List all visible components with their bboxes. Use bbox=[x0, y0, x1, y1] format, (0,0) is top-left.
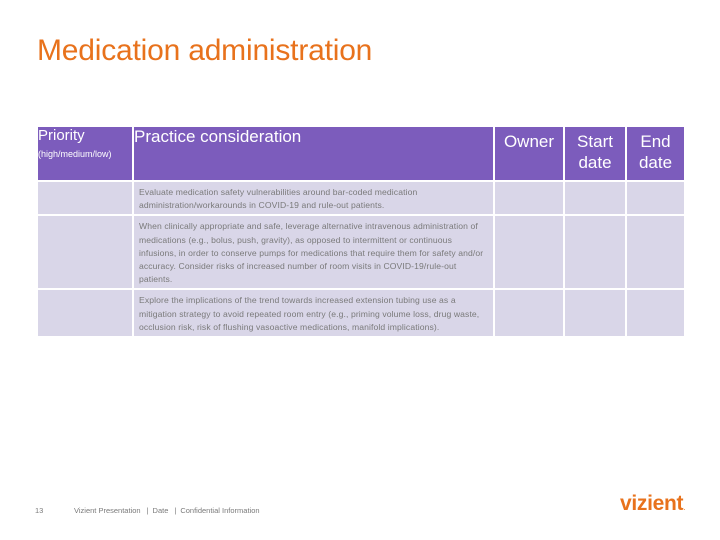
header-start-date: Start date bbox=[564, 126, 626, 181]
header-priority-label: Priority bbox=[38, 127, 85, 144]
page-number: 13 bbox=[35, 506, 44, 515]
cell-owner bbox=[494, 215, 564, 289]
logo-wordmark: vizient bbox=[620, 492, 684, 515]
cell-priority bbox=[37, 215, 133, 289]
footer-presentation: Vizient Presentation bbox=[74, 506, 141, 515]
header-practice: Practice consideration bbox=[133, 126, 494, 181]
cell-end-date bbox=[626, 289, 685, 337]
footer-separator: | bbox=[174, 506, 177, 515]
practice-table bbox=[36, 125, 686, 338]
footer-info bbox=[74, 506, 264, 515]
cell-practice: Explore the implications of the trend towards increased extension tubing use as a mitigation strategy to avoid repeated room entry (e.g., priming volume loss, drug waste, occlusion risk, risk of flushing vasoactive medications, manifold implications). bbox=[133, 289, 494, 337]
footer-date: Date bbox=[152, 506, 169, 515]
footer-confidential: Confidential Information bbox=[180, 506, 260, 515]
cell-priority bbox=[37, 181, 133, 215]
table-header-row bbox=[37, 126, 685, 181]
page-title: Medication administration bbox=[37, 34, 373, 67]
cell-priority bbox=[37, 289, 133, 337]
cell-end-date bbox=[626, 181, 685, 215]
table-row bbox=[37, 181, 685, 215]
cell-owner bbox=[494, 181, 564, 215]
cell-owner bbox=[494, 289, 564, 337]
cell-end-date bbox=[626, 215, 685, 289]
footer-separator: | bbox=[146, 506, 149, 515]
header-priority-sub: (high/medium/low) bbox=[38, 149, 112, 159]
vizient-logo bbox=[620, 492, 685, 516]
header-priority bbox=[37, 126, 133, 181]
cell-start-date bbox=[564, 215, 626, 289]
cell-practice: Evaluate medication safety vulnerabilities around bar-coded medication administration/workarounds in COVID-19 and rule-out patients. bbox=[133, 181, 494, 215]
table-row bbox=[37, 289, 685, 337]
header-owner: Owner bbox=[494, 126, 564, 181]
cell-start-date bbox=[564, 289, 626, 337]
logo-mark: . bbox=[683, 503, 686, 512]
cell-start-date bbox=[564, 181, 626, 215]
table-row bbox=[37, 215, 685, 289]
cell-practice: When clinically appropriate and safe, leverage alternative intravenous administration of medications (e.g., bolus, push, gravity), as opposed to intermittent or continuous infusions, in order to conserve pumps for medications that require them for safety and/or accuracy. Consider risks of increased number of room visits in COVID-19/rule-out patients. bbox=[133, 215, 494, 289]
header-end-date: End date bbox=[626, 126, 685, 181]
